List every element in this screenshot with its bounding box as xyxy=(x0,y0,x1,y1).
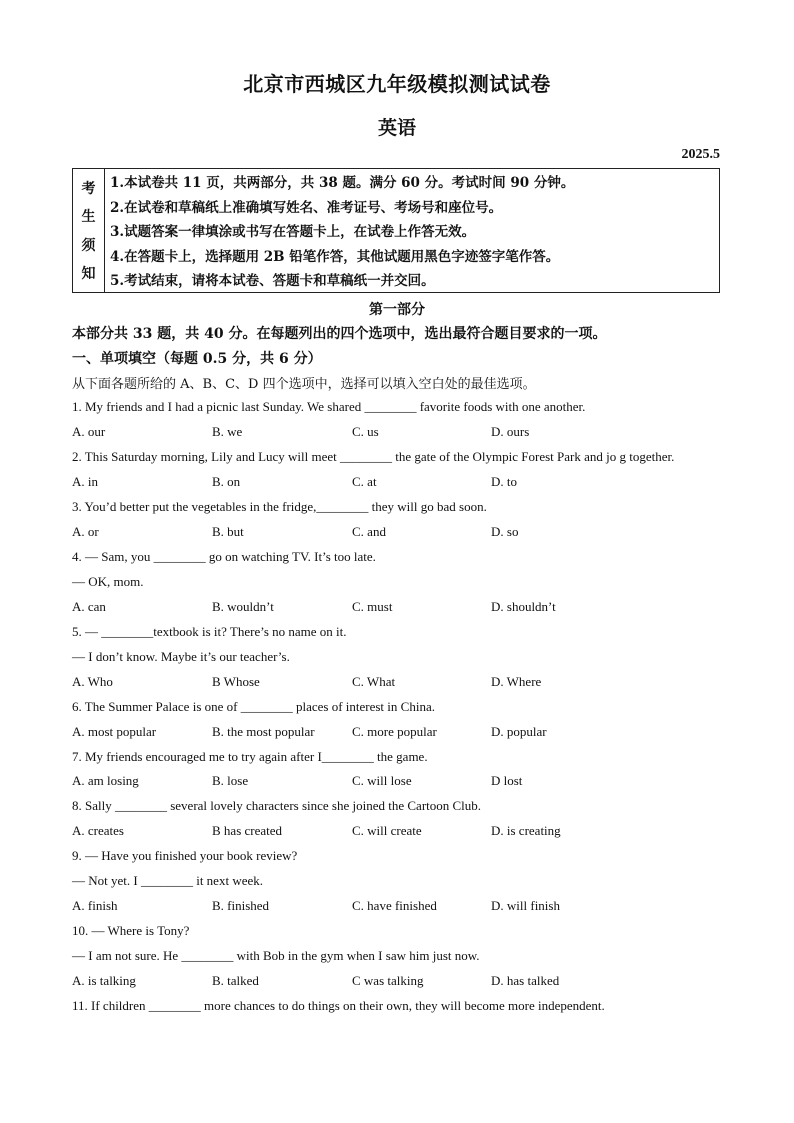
question-stem: 1. My friends and I had a picnic last Sunday. We shared ________ favorite foods with one another. xyxy=(72,399,586,414)
notice-item: 3.试题答案一律填涂或书写在答题卡上，在试卷上作答无效。 xyxy=(110,224,476,240)
option-a: A. most popular xyxy=(72,724,157,739)
question-options xyxy=(72,771,732,791)
option-c: C. will lose xyxy=(352,773,412,788)
question-options xyxy=(72,422,732,442)
question-dialogue: — OK, mom. xyxy=(72,574,144,589)
option-a: A. our xyxy=(72,424,106,439)
option-d: D. shouldn’t xyxy=(491,599,556,614)
question-dialogue: — I don’t know. Maybe it’s our teacher’s. xyxy=(72,649,290,664)
option-d: D. is creating xyxy=(491,823,561,838)
option-c: C was talking xyxy=(352,973,424,988)
subject-title: 英语 xyxy=(377,117,416,139)
question-options xyxy=(72,722,732,742)
option-a: A. can xyxy=(72,599,106,614)
question-stem: 7. My friends encouraged me to try again after I________ the game. xyxy=(72,749,428,764)
option-b: B. but xyxy=(212,524,244,539)
option-d: D. popular xyxy=(491,724,547,739)
option-c: C. and xyxy=(352,524,386,539)
option-a: A. or xyxy=(72,524,99,539)
part-title: 第一部分 xyxy=(369,302,425,318)
question-stem: 6. The Summer Palace is one of ________ places of interest in China. xyxy=(72,699,435,714)
option-b: B has created xyxy=(212,823,283,838)
question-stem: 8. Sally ________ several lovely characters since she joined the Cartoon Club. xyxy=(72,798,482,813)
option-b: B. finished xyxy=(212,898,270,913)
question-options xyxy=(72,472,732,492)
option-c: C. have finished xyxy=(352,898,437,913)
option-a: A. am losing xyxy=(72,773,139,788)
option-d: D. will finish xyxy=(491,898,560,913)
notice-label-char: 考 xyxy=(81,180,96,197)
notice-label-char: 须 xyxy=(81,237,96,254)
option-d: D. so xyxy=(491,524,519,539)
question-stem: 9. — Have you finished your book review? xyxy=(72,848,298,863)
option-c: C. will create xyxy=(352,823,422,838)
question-options xyxy=(72,971,732,991)
question-stem: 5. — ________textbook is it? There’s no name on it. xyxy=(72,624,347,639)
option-b: B. lose xyxy=(212,773,249,788)
option-b: B. the most popular xyxy=(212,724,315,739)
option-a: A. in xyxy=(72,474,98,489)
option-a: A. Who xyxy=(72,674,113,689)
option-d: D lost xyxy=(491,773,523,788)
exam-date: 2025.5 xyxy=(681,147,720,162)
question-options xyxy=(72,597,732,617)
option-a: A. creates xyxy=(72,823,124,838)
question-stem: 11. If children ________ more chances to do things on their own, they will become more independent. xyxy=(72,998,605,1013)
option-c: C. more popular xyxy=(352,724,437,739)
option-b: B. on xyxy=(212,474,241,489)
question-stem: 3. You’d better put the vegetables in the fridge,________ they will go bad soon. xyxy=(72,499,487,514)
option-d: D. Where xyxy=(491,674,542,689)
notice-label xyxy=(73,169,105,292)
notice-label-char: 知 xyxy=(81,266,96,283)
notice-item: 5.考试结束，请将本试卷、答题卡和草稿纸一并交回。 xyxy=(110,273,435,289)
notice-label-char: 生 xyxy=(81,209,96,226)
option-b: B Whose xyxy=(212,674,260,689)
option-c: C. at xyxy=(352,474,377,489)
section-instruction: 从下面各题所给的 A、B、C、D 四个选项中，选择可以填入空白处的最佳选项。 xyxy=(72,377,536,392)
question-options xyxy=(72,522,732,542)
question-stem: 10. — Where is Tony? xyxy=(72,923,190,938)
option-c: C. us xyxy=(352,424,379,439)
question-options xyxy=(72,896,732,916)
notice-items xyxy=(110,171,715,294)
notice-item: 2.在试卷和草稿纸上准确填写姓名、准考证号、考场号和座位号。 xyxy=(110,199,503,216)
question-dialogue: — I am not sure. He ________ with Bob in the gym when I saw him just now. xyxy=(72,948,480,963)
option-a: A. is talking xyxy=(72,973,136,988)
notice-box xyxy=(72,168,720,293)
question-stem: 2. This Saturday morning, Lily and Lucy will meet ________ the gate of the Olympic Forest Park and jo g together. xyxy=(72,449,675,464)
option-d: D. has talked xyxy=(491,973,560,988)
option-a: A. finish xyxy=(72,898,118,913)
question-dialogue: — Not yet. I ________ it next week. xyxy=(72,873,263,888)
page-title: 北京市西城区九年级模拟测试试卷 xyxy=(243,72,551,96)
option-c: C. What xyxy=(352,674,396,689)
option-b: B. wouldn’t xyxy=(212,599,274,614)
option-d: D. to xyxy=(491,474,517,489)
section-title: 一、单项填空（每题 0.5 分，共 6 分） xyxy=(72,351,322,367)
question-options xyxy=(72,821,732,841)
option-d: D. ours xyxy=(491,424,530,439)
question-options xyxy=(72,672,732,692)
option-b: B. talked xyxy=(212,973,259,988)
notice-item: 4.在答题卡上，选择题用 2B 铅笔作答，其他试题用黑色字迹签字笔作答。 xyxy=(110,248,560,265)
question-stem: 4. — Sam, you ________ go on watching TV. It’s too late. xyxy=(72,549,376,564)
option-c: C. must xyxy=(352,599,393,614)
notice-item: 1.本试卷共 11 页，共两部分，共 38 题。满分 60 分。考试时间 90 分钟。 xyxy=(110,175,575,191)
option-b: B. we xyxy=(212,424,243,439)
part-description: 本部分共 33 题，共 40 分。在每题列出的四个选项中，选出最符合题目要求的一项。 xyxy=(72,326,607,342)
